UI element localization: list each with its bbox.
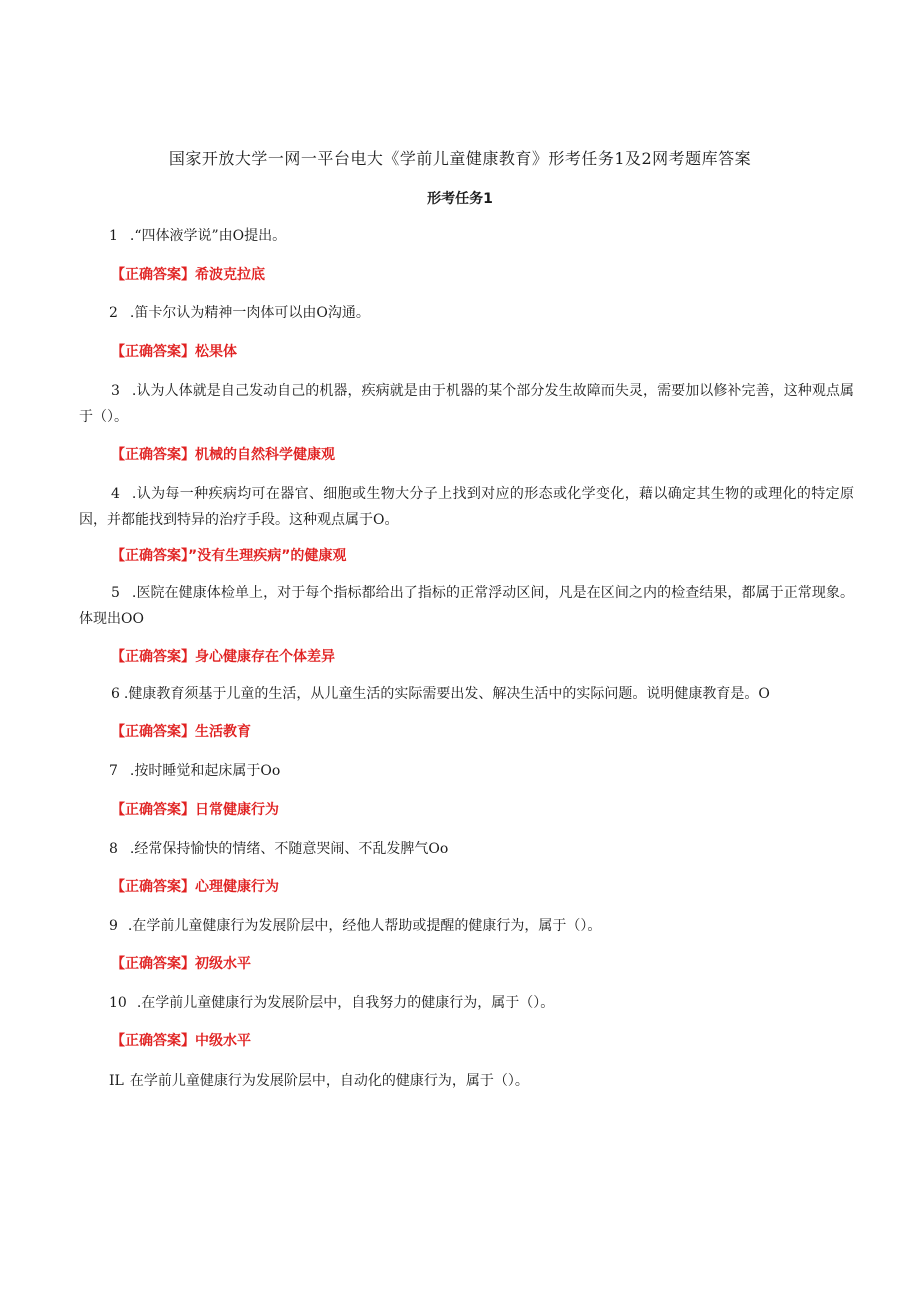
question-number: 8 <box>109 841 118 857</box>
question-4 <box>79 481 854 533</box>
answer-prefix: 【正确答案】 <box>111 956 195 972</box>
question-9 <box>79 913 854 939</box>
question-5 <box>79 580 854 632</box>
question-number: 2 <box>109 305 118 321</box>
answer-prefix: 【正确答案】 <box>111 802 195 818</box>
answer-text: ”没有生理疾病”的健康观 <box>188 548 347 564</box>
answer-prefix: 【正确答案】 <box>111 1033 195 1049</box>
answer-prefix: 【正确答案】 <box>111 447 195 463</box>
answer-10 <box>111 1031 251 1051</box>
answer-prefix: 【正确答案】 <box>111 548 188 564</box>
answer-1 <box>111 265 265 285</box>
answer-2 <box>111 342 237 362</box>
answer-text: 心理健康行为 <box>195 879 279 895</box>
question-text: .医院在健康体检单上，对于每个指标都给出了指标的正常浮动区间，凡是在区间之内的检查结果，都属于正常现象。体现出OO <box>79 585 854 627</box>
question-text: .认为每一种疾病均可在器官、细胞或生物大分子上找到对应的形态或化学变化，藉以确定其生物的或理化的特定原因，并都能找到特异的治疗手段。这种观点属于O。 <box>79 486 854 528</box>
question-11 <box>79 1068 854 1094</box>
answer-text: 日常健康行为 <box>195 802 279 818</box>
question-10 <box>79 990 854 1016</box>
question-number: 10 <box>109 995 127 1011</box>
answer-prefix: 【正确答案】 <box>111 724 195 740</box>
answer-prefix: 【正确答案】 <box>111 344 195 360</box>
answer-text: 希波克拉底 <box>195 267 265 283</box>
answer-7 <box>111 800 279 820</box>
question-number: 7 <box>109 763 118 779</box>
question-text: .按时睡觉和起床属于Oo <box>129 763 281 779</box>
question-1 <box>79 223 854 249</box>
question-7 <box>79 758 854 784</box>
answer-text: 机械的自然科学健康观 <box>195 447 335 463</box>
answer-prefix: 【正确答案】 <box>111 649 195 665</box>
answer-text: 身心健康存在个体差异 <box>195 649 335 665</box>
answer-text: 生活教育 <box>195 724 251 740</box>
question-text: .认为人体就是自己发动自己的机器，疾病就是由于机器的某个部分发生故障而失灵，需要加以修补完善，这种观点属于（）。 <box>79 383 854 425</box>
document-title: 国家开放大学一网一平台电大《学前儿童健康教育》形考任务1及2网考题库答案 <box>168 149 752 168</box>
question-2 <box>79 300 854 326</box>
question-number: 1 <box>109 228 118 244</box>
question-number: 3 <box>111 383 120 399</box>
question-number: IL <box>109 1073 124 1089</box>
question-text: 在学前儿童健康行为发展阶层中，自动化的健康行为，属于（）。 <box>129 1073 529 1089</box>
question-6 <box>79 681 854 707</box>
question-text: .笛卡尔认为精神一肉体可以由O沟通。 <box>129 305 370 321</box>
answer-3 <box>111 445 335 465</box>
question-number: 6 <box>111 686 120 702</box>
answer-9 <box>111 954 251 974</box>
question-text: .“四体液学说”由O提出。 <box>129 228 287 244</box>
question-text: .在学前儿童健康行为发展阶层中，自我努力的健康行为，属于（）。 <box>136 995 555 1011</box>
answer-6 <box>111 722 251 742</box>
answer-5 <box>111 647 335 667</box>
answer-8 <box>111 877 279 897</box>
question-text: .经常保持愉快的情绪、不随意哭闹、不乱发脾气Oo <box>129 841 449 857</box>
question-number: 4 <box>111 486 120 502</box>
question-number: 9 <box>109 918 118 934</box>
question-8 <box>79 836 854 862</box>
answer-prefix: 【正确答案】 <box>111 267 195 283</box>
question-text: .在学前儿童健康行为发展阶层中，经他人帮助或提醒的健康行为，属于（）。 <box>127 918 602 934</box>
answer-text: 中级水平 <box>195 1033 251 1049</box>
answer-text: 初级水平 <box>195 956 251 972</box>
answer-text: 松果体 <box>195 344 237 360</box>
answer-prefix: 【正确答案】 <box>111 879 195 895</box>
question-3 <box>79 378 854 430</box>
question-number: 5 <box>111 585 120 601</box>
answer-4 <box>111 546 346 566</box>
question-text: .健康教育须基于儿童的生活，从儿童生活的实际需要出发、解决生活中的实际问题。说明健康教育是。O <box>123 686 770 702</box>
section-title: 形考任务1 <box>427 191 493 207</box>
